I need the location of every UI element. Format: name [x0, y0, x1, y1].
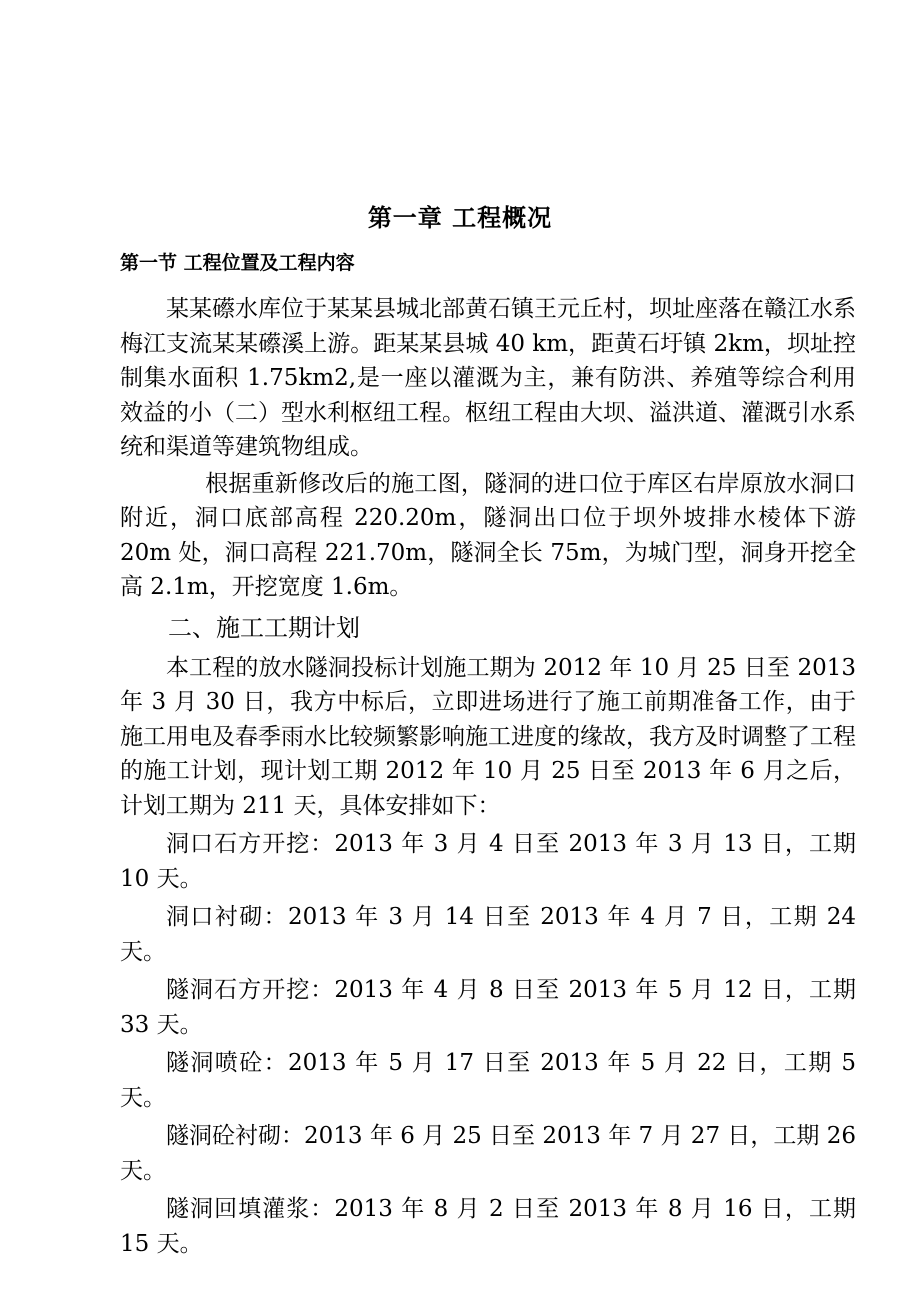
paragraph-tunnel-description: 根据重新修改后的施工图，隧洞的进口位于库区右岸原放水洞口附近，洞口底部高程 220.20m，隧洞出口位于坝外坡排水棱体下游 20m 处，洞口高程 221.70m，隧洞全长 75m，为城门型，洞身开挖全高 2.1m，开挖宽度 1.6m。 — [120, 470, 856, 600]
paragraph-schedule-plan: 本工程的放水隧洞投标计划施工期为 2012 年 10 月 25 日至 2013 年 3 月 30 日，我方中标后，立即进场进行了施工前期准备工作，由于施工用电及春季雨水比较频繁影响施工进度的缘故，我方及时调整了工程的施工计划，现计划工期 2012 年 10 月 25 日至 2013 年 6 月之后，计划工期为 211 天，具体安排如下： — [120, 654, 856, 819]
schedule-item: 洞口衬砌：2013 年 3 月 14 日至 2013 年 4 月 7 日，工期 24 天。 — [120, 904, 856, 965]
schedule-item: 隧洞砼衬砌：2013 年 6 月 25 日至 2013 年 7 月 27 日，工期 26 天。 — [120, 1123, 856, 1184]
paragraph-project-location: 某某礤水库位于某某县城北部黄石镇王元丘村，坝址座落在赣江水系梅江支流某某礤溪上游。距某某县城 40 km，距黄石圩镇 2km，坝址控制集水面积 1.75km2,是一座以灌溉为主，兼有防洪、养殖等综合利用效益的小（二）型水利枢纽工程。枢纽工程由大坝、溢洪道、灌溉引水系统和渠道等建筑物组成。 — [120, 296, 856, 460]
schedule-item: 隧洞回填灌浆：2013 年 8 月 2 日至 2013 年 8 月 16 日，工期 15 天。 — [120, 1196, 856, 1257]
document-body — [120, 292, 856, 1261]
chapter-title: 第一章 工程概况 — [367, 204, 553, 232]
section-title: 第一节 工程位置及工程内容 — [120, 252, 355, 274]
schedule-item: 隧洞石方开挖：2013 年 4 月 8 日至 2013 年 5 月 12 日，工期 33 天。 — [120, 977, 856, 1038]
schedule-item: 洞口石方开挖：2013 年 3 月 4 日至 2013 年 3 月 13 日，工期 10 天。 — [120, 831, 856, 892]
subheading-schedule: 二、施工工期计划 — [168, 613, 360, 642]
schedule-item: 隧洞喷砼：2013 年 5 月 17 日至 2013 年 5 月 22 日，工期 5 天。 — [120, 1050, 856, 1111]
